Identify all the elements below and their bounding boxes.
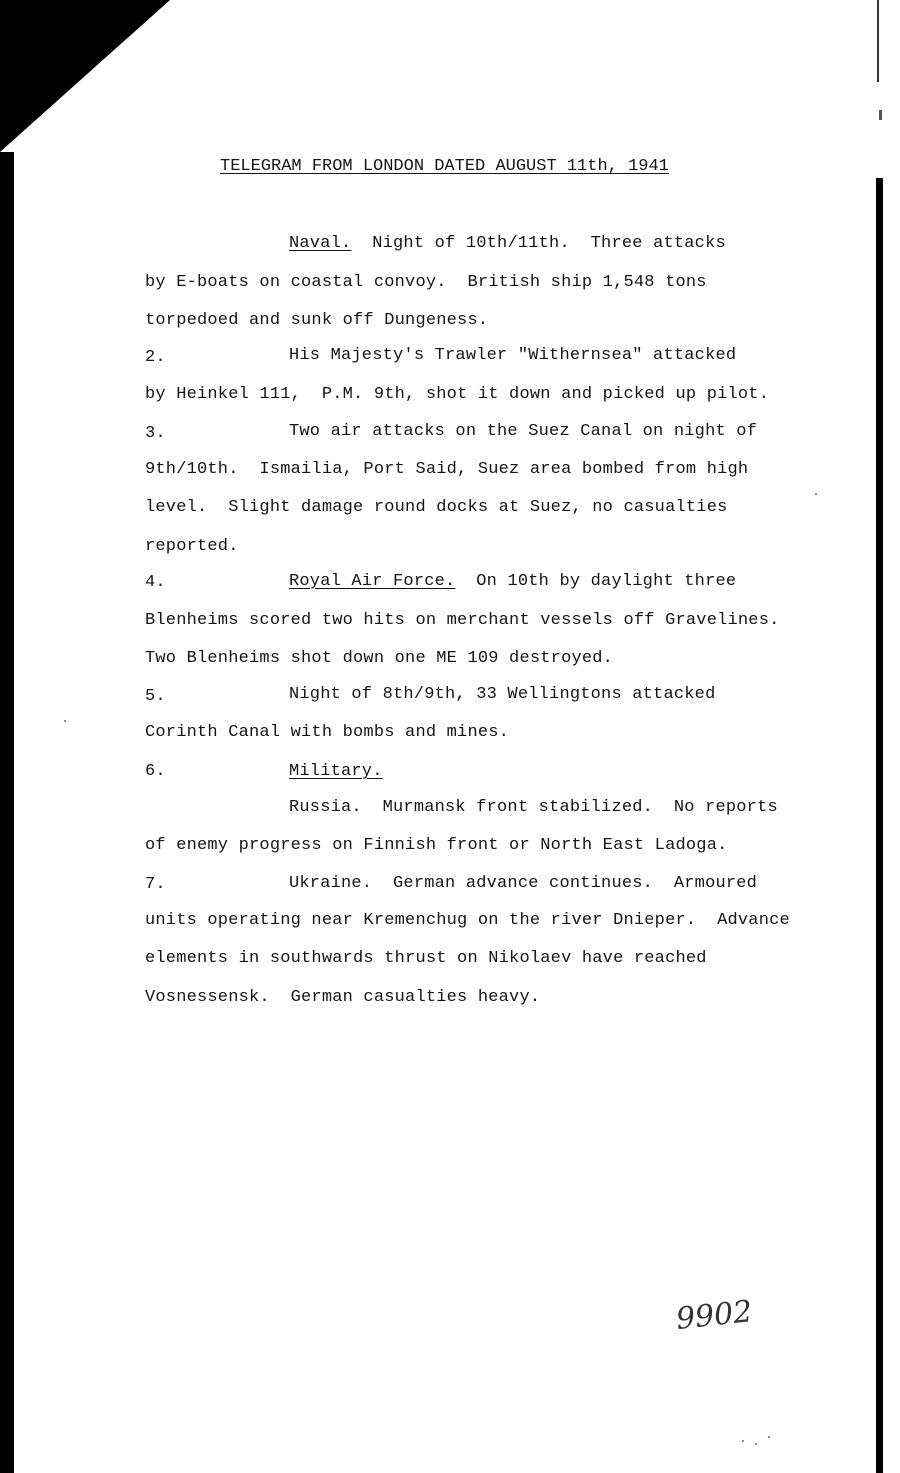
military-heading: Military.: [289, 762, 383, 781]
naval-heading: Naval.: [289, 234, 352, 253]
para-3-line-2: 9th/10th. Ismailia, Port Said, Suez area bombed from high: [145, 460, 749, 479]
para-3-line-4: reported.: [145, 537, 239, 556]
scan-right-mark: [879, 110, 882, 120]
scan-left-edge: [0, 152, 14, 1473]
para-3-line-1: Two air attacks on the Suez Canal on night of: [289, 422, 758, 441]
para-7-line-3: elements in southwards thrust on Nikolaev have reached: [145, 949, 707, 968]
naval-line-2: by E-boats on coastal convoy. British ship 1,548 tons: [145, 273, 707, 292]
para-5-line-1: Night of 8th/9th, 33 Wellingtons attacked: [289, 685, 716, 704]
scan-speck: [755, 1443, 757, 1445]
scan-corner-shadow: [0, 0, 170, 152]
para-4-number: 4.: [145, 573, 166, 592]
para-5-number: 5.: [145, 687, 166, 706]
military-line-2: of enemy progress on Finnish front or North East Ladoga.: [145, 836, 728, 855]
scan-speck: [742, 1440, 744, 1442]
scan-speck: [815, 493, 817, 495]
naval-line-1-text: Night of 10th/11th. Three attacks: [351, 234, 726, 253]
para-6-number: 6.: [145, 762, 166, 781]
raf-line-3: Two Blenheims shot down one ME 109 destroyed.: [145, 649, 614, 668]
scan-right-edge-top: [877, 0, 879, 82]
para-7-line-1: Ukraine. German advance continues. Armoured: [289, 874, 758, 893]
handwritten-archive-number: 9902: [674, 1294, 754, 1337]
para-3-number: 3.: [145, 424, 166, 443]
raf-line-1: [289, 571, 736, 593]
raf-heading: Royal Air Force.: [289, 572, 456, 591]
para-7-line-2: units operating near Kremenchug on the river Dnieper. Advance: [145, 911, 790, 930]
raf-line-2: Blenheims scored two hits on merchant vessels off Gravelines.: [145, 611, 780, 630]
para-2-number: 2.: [145, 348, 166, 367]
page-title: TELEGRAM FROM LONDON DATED AUGUST 11th, 1941: [220, 157, 669, 176]
scan-right-edge: [876, 178, 883, 1473]
para-3-line-3: level. Slight damage round docks at Suez, no casualties: [145, 498, 728, 517]
raf-line-1-text: On 10th by daylight three: [455, 572, 737, 591]
naval-line-1: [289, 233, 726, 255]
para-7-line-4: Vosnessensk. German casualties heavy.: [145, 988, 541, 1007]
para-2-line-1: His Majesty's Trawler "Withernsea" attacked: [289, 346, 737, 365]
para-5-line-2: Corinth Canal with bombs and mines.: [145, 723, 510, 742]
naval-line-3: torpedoed and sunk off Dungeness.: [145, 311, 489, 330]
scan-speck: [768, 1436, 770, 1438]
military-line-1: Russia. Murmansk front stabilized. No reports: [289, 798, 778, 817]
para-2-line-2: by Heinkel 111, P.M. 9th, shot it down and picked up pilot.: [145, 385, 770, 404]
scan-speck: [64, 720, 66, 722]
para-7-number: 7.: [145, 875, 166, 894]
